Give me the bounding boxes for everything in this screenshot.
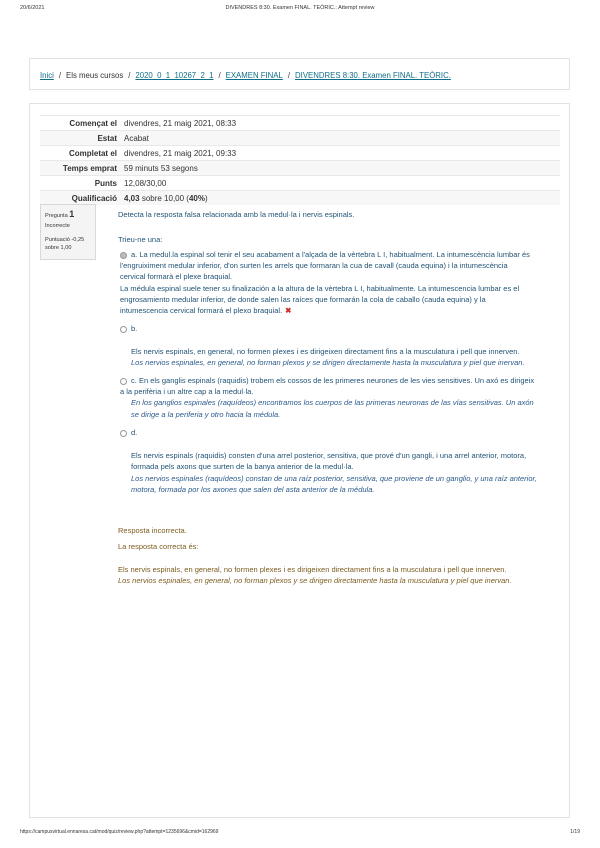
summary-label: Qualificació xyxy=(71,193,117,203)
summary-row-state xyxy=(40,130,560,145)
breadcrumb-course-link[interactable]: 2020_0_1_10267_2_1 xyxy=(135,71,214,80)
incorrect-mark-icon: ✖ xyxy=(285,306,292,316)
summary-label: Temps emprat xyxy=(62,163,117,173)
radio-button-selected[interactable] xyxy=(120,252,127,259)
radio-button[interactable] xyxy=(120,430,127,437)
grade-percent: 40% xyxy=(188,193,205,203)
question-status: Incorrecte xyxy=(45,222,70,229)
option-catalan-text xyxy=(120,375,540,397)
option-catalan: Els nervis espinals (raquidis) consten d'una arrel posterior, sensitiva, que prové d'un gangli, i una arrel anterior, motora, formada pels axons que surten de la banya anterior de la medul·la. xyxy=(131,451,527,472)
breadcrumb-separator: / xyxy=(287,71,291,80)
option-letter: c. xyxy=(131,376,137,385)
summary-label: Completat el xyxy=(68,148,117,158)
breadcrumb-separator: / xyxy=(128,71,131,80)
summary-value: Acabat xyxy=(124,133,149,143)
breadcrumb-quiz-link[interactable]: DIVENDRES 8:30. Examen FINAL. TEÒRIC. xyxy=(295,71,451,80)
breadcrumb-separator: / xyxy=(218,71,221,80)
feedback-correct-label: La resposta correcta és: xyxy=(118,542,199,551)
grade-value: 4,03 xyxy=(124,193,140,203)
summary-label: Punts xyxy=(94,178,117,188)
answer-option-d[interactable] xyxy=(120,427,540,495)
breadcrumb-my-courses[interactable]: Els meus cursos xyxy=(66,71,124,80)
summary-label: Estat xyxy=(97,133,117,143)
option-letter: b. xyxy=(131,324,138,333)
option-catalan: La medul.la espinal sol tenir el seu acabament a l'alçada de la vèrtebra L I, habitualment. La intumescència lumbar és l'engruiximent medular inferior, d'on surten les arrels que formaran la cua de cavall (cauda equina) i la intumescència cervical formarà el plexe braquial. xyxy=(120,250,530,282)
option-letter: d. xyxy=(131,428,138,437)
option-spanish-text xyxy=(120,283,530,317)
print-title: DIVENDRES 8:30. Examen FINAL. TEÒRIC.: Attempt review xyxy=(225,5,375,11)
summary-value: 12,08/30,00 xyxy=(124,178,167,188)
radio-button[interactable] xyxy=(120,326,127,333)
answer-option-a[interactable] xyxy=(120,249,530,316)
option-letter-line xyxy=(120,323,540,334)
breadcrumb-home-link[interactable]: Inici xyxy=(40,71,54,80)
option-spanish: La médula espinal suele tener su finalización a la altura de la vèrtebra L I, habitualmente. La intumescencia lumbar es el engrosamiento medular inferior, de donde salen las raíces que formarán la cola de caballo (cauda equina) y la intumescencia cervical formará el plexo braquial. xyxy=(120,283,520,316)
print-url: https://campusvirtual.ennaresa.cat/mod/quiz/review.php?attempt=1235696&cmid=162969 xyxy=(20,829,219,835)
summary-value: divendres, 21 maig 2021, 09:33 xyxy=(124,148,237,158)
summary-value xyxy=(117,194,208,203)
option-letter-line xyxy=(120,427,540,438)
answer-feedback xyxy=(118,525,538,586)
question-number-line xyxy=(45,208,91,221)
summary-value: divendres, 21 maig 2021, 08:33 xyxy=(124,118,237,128)
summary-row-started xyxy=(40,115,560,130)
question-number: 1 xyxy=(69,209,75,219)
option-catalan: En els ganglis espinals (raquidis) trobem els cossos de les primeres neurones de les vies sensitives. Un axó es dirigeix a la perifèria i un altre cap a la medul·la. xyxy=(120,376,535,397)
summary-row-grade xyxy=(40,190,560,205)
feedback-correct-spanish: Los nervios espinales, en general, no forman plexos y se dirigen directamente hasta la musculatura y piel que inervan. xyxy=(118,576,512,585)
option-spanish: Los nervios espinales, en general, no forman plexos y se dirigen directamente hasta la musculatura y piel que inervan. xyxy=(131,358,525,368)
choose-one-label: Trieu-ne una: xyxy=(118,235,163,244)
summary-row-time xyxy=(40,160,560,175)
breadcrumb-separator: / xyxy=(58,71,62,80)
option-letter: a. xyxy=(131,250,138,259)
question-label: Pregunta xyxy=(45,213,68,219)
option-catalan: Els nervis espinals, en general, no formen plexes i es dirigeixen directament fins a la musculatura i pell que innerven. xyxy=(131,347,520,357)
radio-button[interactable] xyxy=(120,378,127,385)
summary-value: 59 minuts 53 segons xyxy=(124,163,198,173)
grade-suffix: sobre 10,00 ( xyxy=(141,193,189,203)
summary-row-completed xyxy=(40,145,560,160)
summary-label: Començat el xyxy=(69,118,117,128)
answer-option-c[interactable] xyxy=(120,375,540,420)
answer-option-b[interactable] xyxy=(120,323,540,369)
question-info-box xyxy=(40,204,96,260)
question-score-line1: Puntuació -0,25 xyxy=(45,237,85,244)
option-spanish: Los nervios espinales (raquídeos) constan de una raíz posterior, sensitiva, que proviene de un ganglio, y una raíz anterior, motora, formada por los axones que salen del asta anterior de la médula. xyxy=(131,473,537,494)
grade-close: ) xyxy=(204,193,208,203)
summary-row-marks xyxy=(40,175,560,190)
print-date: 20/6/2021 xyxy=(20,5,45,11)
breadcrumb xyxy=(29,58,570,90)
option-spanish: En los ganglios espinales (raquídeos) encontramos los cuerpos de las primeras neuronas de las vías sensitivas. Un axón se dirige a la periferia y otro hacia la médula. xyxy=(131,398,534,419)
question-score-line2: sobre 1,00 xyxy=(45,244,72,251)
feedback-incorrect: Resposta incorrecta. xyxy=(118,526,187,535)
print-page-number: 1/19 xyxy=(570,829,580,835)
feedback-correct-catalan: Els nervis espinals, en general, no formen plexes i es dirigeixen directament fins a la musculatura i pell que innerven. xyxy=(118,565,507,574)
question-text: Detecta la resposta falsa relacionada amb la medul·la i nervis espinals. xyxy=(118,210,355,219)
attempt-summary-table xyxy=(40,115,560,205)
option-catalan-text xyxy=(120,249,530,283)
breadcrumb-section-link[interactable]: EXAMEN FINAL xyxy=(225,71,283,80)
